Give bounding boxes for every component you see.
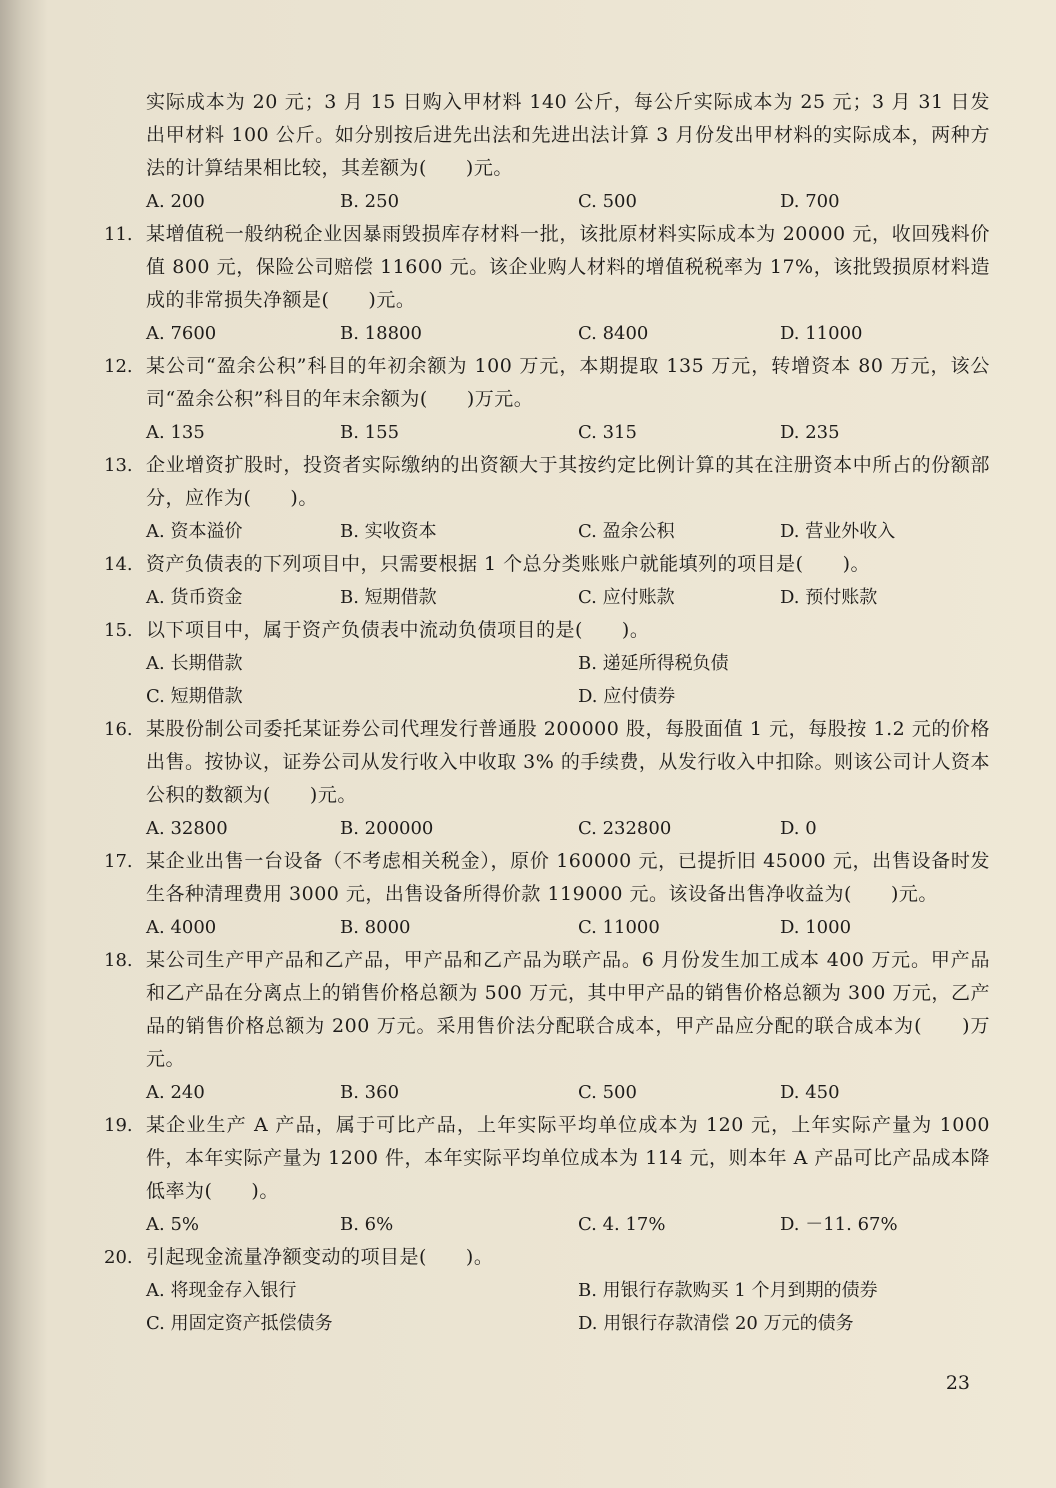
question-number: 15. xyxy=(104,620,133,641)
option-row xyxy=(146,416,990,449)
question-number: 20. xyxy=(104,1247,133,1268)
option-b: B. 6% xyxy=(340,1214,394,1235)
option-a: A. 长期借款 xyxy=(146,653,243,674)
question-item xyxy=(104,845,990,944)
option-row xyxy=(146,581,990,614)
option-d: D. －11. 67% xyxy=(780,1214,898,1235)
option-d: D. 营业外收入 xyxy=(780,521,896,542)
option-a: A. 135 xyxy=(146,422,205,443)
question-stem: 以下项目中，属于资产负债表中流动负债项目的是( )。 xyxy=(146,619,650,641)
question-item xyxy=(104,944,990,1109)
question-item xyxy=(104,713,990,845)
option-b: B. 155 xyxy=(340,422,400,443)
question-item xyxy=(104,350,990,449)
question-item xyxy=(104,548,990,614)
question-stem: 实际成本为 20 元；3 月 15 日购入甲材料 140 公斤，每公斤实际成本为 25 元；3 月 31 日发出甲材料 100 公斤。如分别按后进先出法和先进出法计算 3 月份发出甲材料的实际成本，两种方法的计算结果相比较，其差额为( )元。 xyxy=(146,91,990,179)
question-stem: 某公司生产甲产品和乙产品，甲产品和乙产品为联产品。6 月份发生加工成本 400 万元。甲产品和乙产品在分离点上的销售价格总额为 500 万元，其中甲产品的销售价格总额为 300 万元，乙产品的销售价格总额为 200 万元。采用售价法分配联合成本，甲产品应分配的联合成本为( )万元。 xyxy=(146,949,990,1070)
option-b: B. 短期借款 xyxy=(340,587,437,608)
option-b: B. 200000 xyxy=(340,818,434,839)
option-b: B. 用银行存款购买 1 个月到期的债券 xyxy=(578,1280,878,1301)
question-item xyxy=(104,1109,990,1241)
option-b: B. 8000 xyxy=(340,917,411,938)
option-a: A. 32800 xyxy=(146,818,228,839)
question-number: 16. xyxy=(104,719,133,740)
option-c: C. 盈余公积 xyxy=(578,521,675,542)
option-a: A. 200 xyxy=(146,191,205,212)
option-b: B. 360 xyxy=(340,1082,400,1103)
option-c: C. 用固定资产抵偿债务 xyxy=(146,1313,333,1334)
option-a: A. 货币资金 xyxy=(146,587,243,608)
option-c: C. 315 xyxy=(578,422,637,443)
option-row xyxy=(146,515,990,548)
option-d: D. 预付账款 xyxy=(780,587,878,608)
question-stem: 某公司“盈余公积”科目的年初余额为 100 万元，本期提取 135 万元，转增资本 80 万元，该公司“盈余公积”科目的年末余额为( )万元。 xyxy=(146,355,990,410)
option-d: D. 应付债券 xyxy=(578,686,676,707)
option-a: A. 4000 xyxy=(146,917,217,938)
option-row xyxy=(146,911,990,944)
question-number: 19. xyxy=(104,1115,133,1136)
question-10-continuation xyxy=(110,86,990,218)
question-stem: 企业增资扩股时，投资者实际缴纳的出资额大于其按约定比例计算的其在注册资本中所占的份额部分，应作为( )。 xyxy=(146,454,990,509)
question-stem: 引起现金流量净额变动的项目是( )。 xyxy=(146,1246,494,1268)
question-stem: 某企业生产 A 产品，属于可比产品，上年实际平均单位成本为 120 元，上年实际产量为 1000 件，本年实际产量为 1200 件，本年实际平均单位成本为 114 元，则本年 A 产品可比产品成本降低率为( )。 xyxy=(146,1114,990,1202)
option-b: B. 250 xyxy=(340,191,400,212)
option-c: C. 应付账款 xyxy=(578,587,675,608)
option-b: B. 18800 xyxy=(340,323,422,344)
option-row xyxy=(146,1076,990,1109)
question-number: 12. xyxy=(104,356,133,377)
option-row xyxy=(146,317,990,350)
option-row xyxy=(146,1274,990,1340)
question-stem: 资产负债表的下列项目中，只需要根据 1 个总分类账账户就能填列的项目是( )。 xyxy=(146,553,870,575)
option-a: A. 7600 xyxy=(146,323,217,344)
question-number: 14. xyxy=(104,554,133,575)
question-item xyxy=(104,614,990,713)
option-row xyxy=(146,185,990,218)
option-d: D. 用银行存款清偿 20 万元的债务 xyxy=(578,1313,854,1334)
option-a: A. 将现金存入银行 xyxy=(146,1280,297,1301)
question-list xyxy=(104,86,990,1340)
option-c: C. 4. 17% xyxy=(578,1214,666,1235)
question-stem: 某股份制公司委托某证券公司代理发行普通股 200000 股，每股面值 1 元，每股按 1.2 元的价格出售。按协议，证券公司从发行收入中收取 3% 的手续费，从发行收入中扣除。则该公司计人资本公积的数额为( )元。 xyxy=(146,718,990,806)
option-c: C. 232800 xyxy=(578,818,672,839)
option-c: C. 500 xyxy=(578,191,637,212)
question-stem: 某增值税一般纳税企业因暴雨毁损库存材料一批，该批原材料实际成本为 20000 元，收回残料价值 800 元，保险公司赔偿 11600 元。该企业购人材料的增值税税率为 17%，该批毁损原材料造成的非常损失净额是( )元。 xyxy=(146,223,990,311)
option-d: D. 11000 xyxy=(780,323,863,344)
page-number: 23 xyxy=(945,1372,970,1394)
option-a: A. 资本溢价 xyxy=(146,521,243,542)
question-item xyxy=(104,218,990,350)
question-stem: 某企业出售一台设备（不考虑相关税金），原价 160000 元，已提折旧 45000 元，出售设备时发生各种清理费用 3000 元，出售设备所得价款 119000 元。该设备出售净收益为( )元。 xyxy=(146,850,990,905)
question-number: 18. xyxy=(104,950,133,971)
option-row xyxy=(146,1208,990,1241)
option-row xyxy=(146,647,990,713)
question-number: 17. xyxy=(104,851,133,872)
option-d: D. 0 xyxy=(780,818,817,839)
option-d: D. 1000 xyxy=(780,917,852,938)
option-b: B. 实收资本 xyxy=(340,521,437,542)
option-a: A. 5% xyxy=(146,1214,199,1235)
option-b: B. 递延所得税负债 xyxy=(578,653,729,674)
option-c: C. 短期借款 xyxy=(146,686,243,707)
option-row xyxy=(146,812,990,845)
option-d: D. 235 xyxy=(780,422,840,443)
option-c: C. 500 xyxy=(578,1082,637,1103)
option-d: D. 450 xyxy=(780,1082,840,1103)
question-item xyxy=(104,449,990,548)
question-number: 11. xyxy=(104,224,133,245)
question-item xyxy=(104,1241,990,1340)
option-d: D. 700 xyxy=(780,191,840,212)
option-a: A. 240 xyxy=(146,1082,205,1103)
option-c: C. 11000 xyxy=(578,917,660,938)
option-c: C. 8400 xyxy=(578,323,649,344)
question-number: 13. xyxy=(104,455,133,476)
